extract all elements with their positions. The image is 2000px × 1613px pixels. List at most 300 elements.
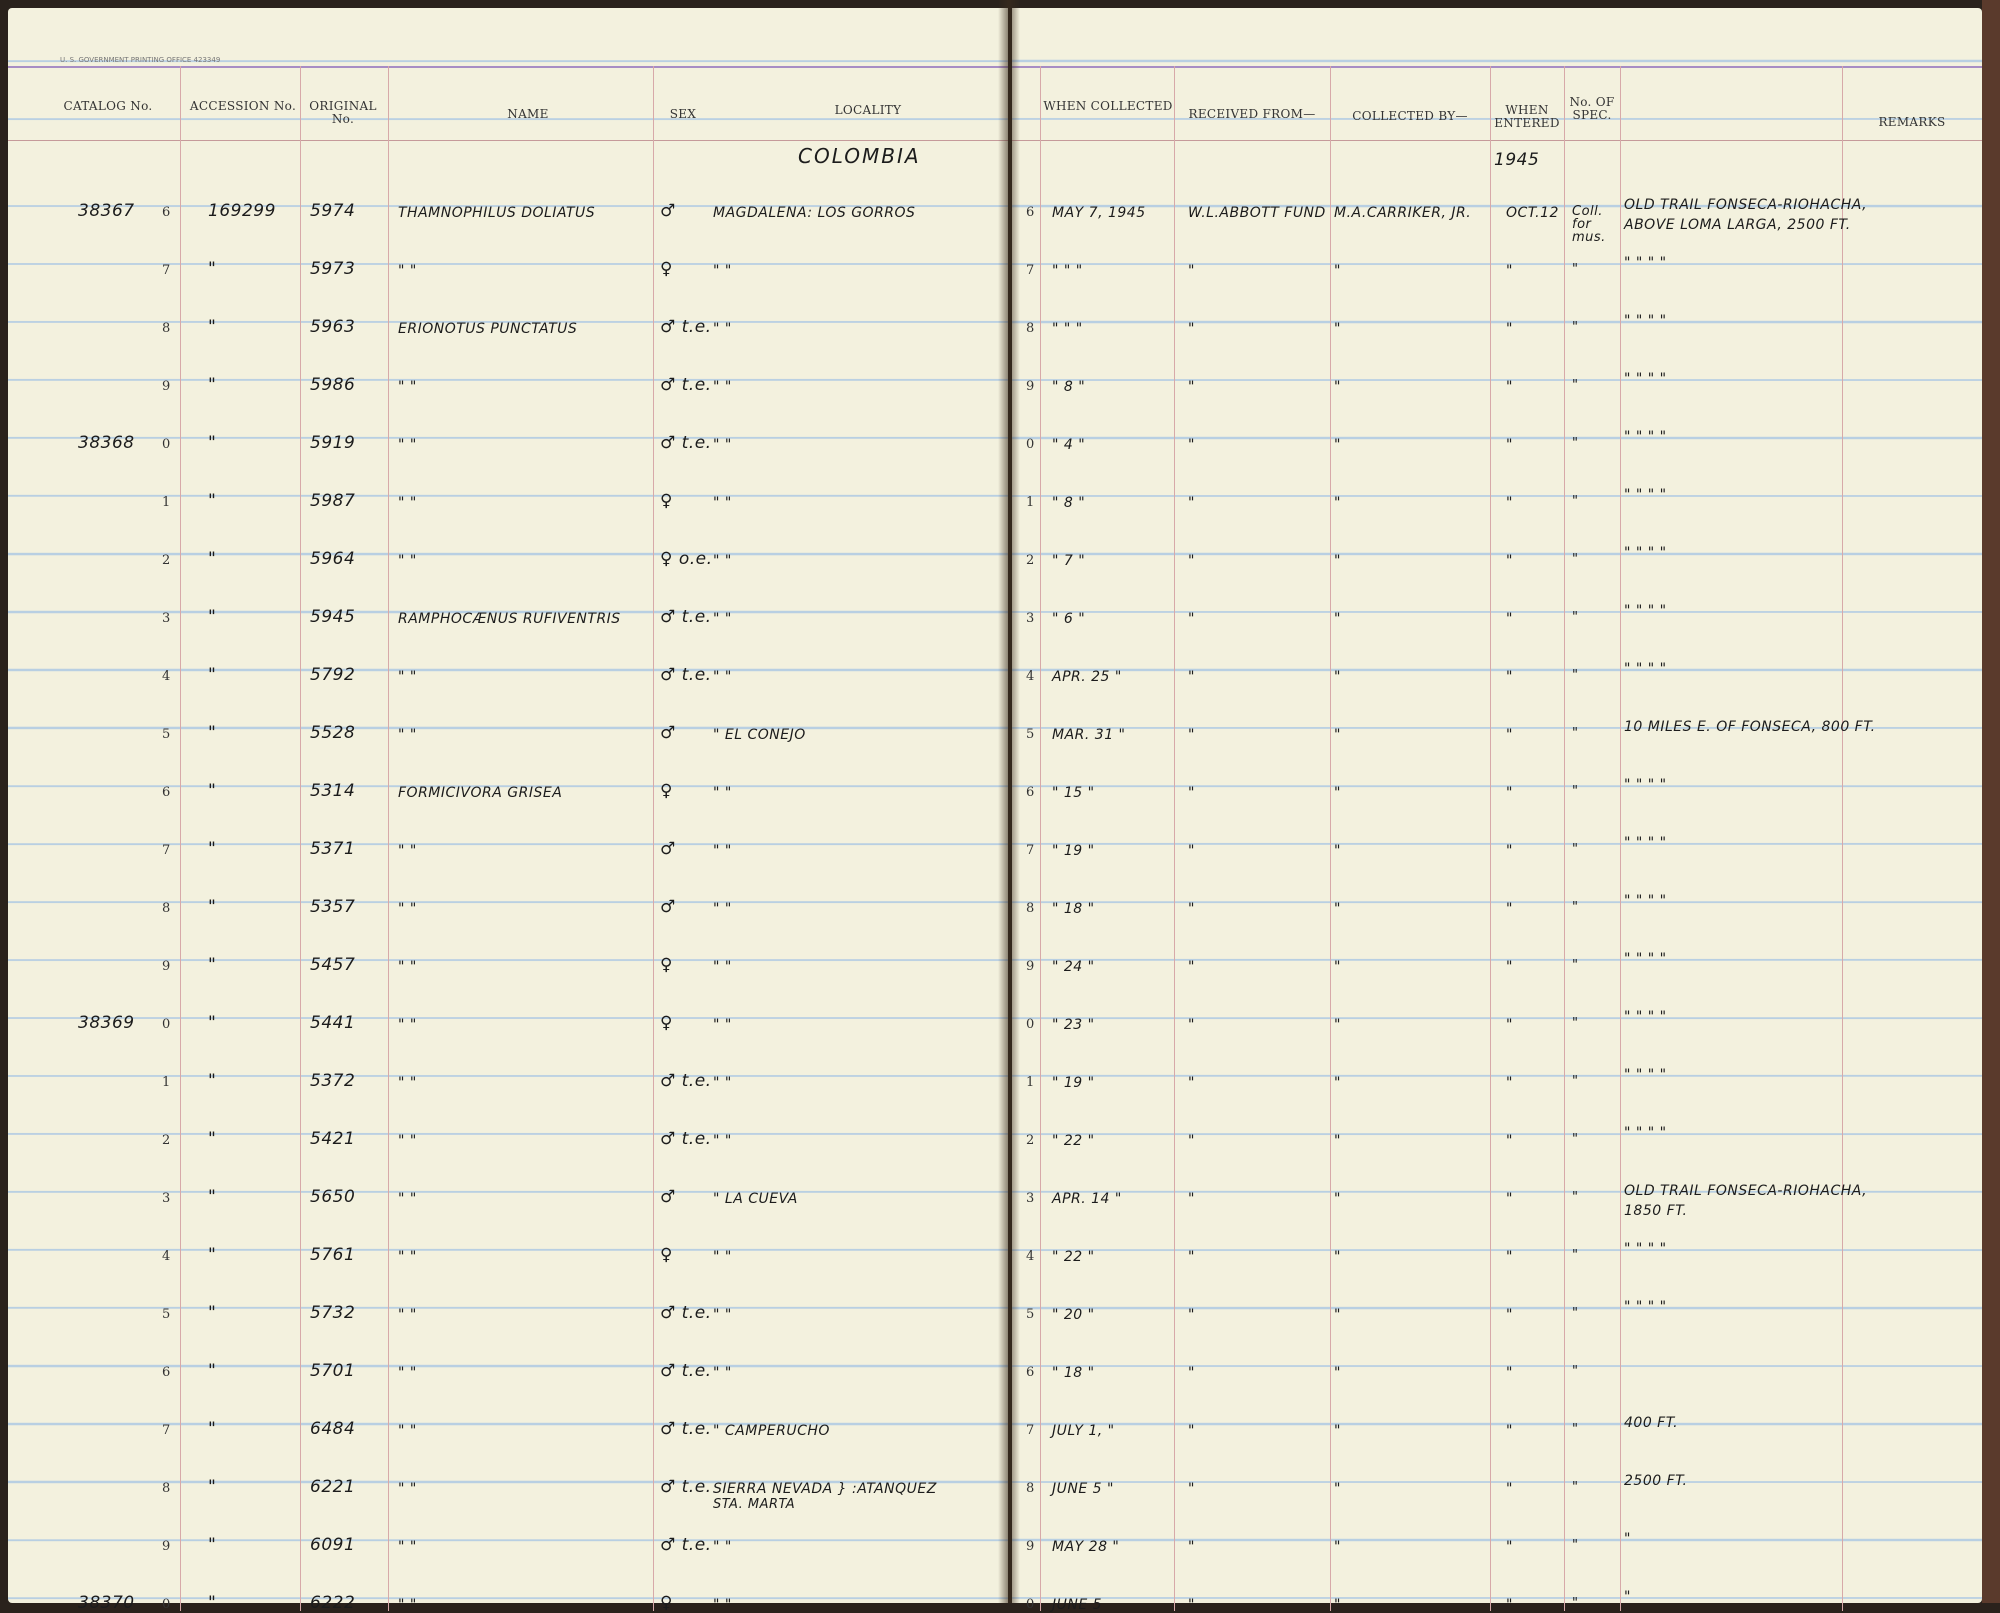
locality: " " [713, 1539, 732, 1555]
locality: " " [713, 843, 732, 859]
column-rule [1330, 66, 1331, 1611]
locality: " " [713, 321, 732, 337]
when-entered: " [1506, 959, 1513, 975]
no-of-spec: " [1572, 552, 1579, 567]
species-name: " " [398, 727, 417, 743]
header-sex: SEX [669, 107, 697, 121]
when-collected: " 22 " [1052, 1133, 1095, 1149]
row-number: 0 [162, 437, 171, 452]
remarks: 400 FT. [1624, 1415, 1679, 1431]
original-no: 5732 [310, 1303, 356, 1323]
row-number: 4 [1026, 1249, 1035, 1264]
original-no: 5314 [310, 781, 356, 801]
original-no: 5441 [310, 1013, 356, 1033]
received-from: " [1188, 1307, 1195, 1323]
received-from: " [1188, 437, 1195, 453]
when-entered: " [1506, 1133, 1513, 1149]
remarks: " " " " [1624, 835, 1667, 851]
printer-mark: U. S. GOVERNMENT PRINTING OFFICE 423349 [60, 56, 221, 64]
sex: ♂ t.e. [660, 1129, 712, 1149]
row-number: 7 [1026, 1423, 1035, 1438]
locality: " LA CUEVA [713, 1191, 798, 1207]
remarks: " " " " [1624, 255, 1667, 271]
original-no: 5528 [310, 723, 356, 743]
locality: " " [713, 495, 732, 511]
remarks: " " " " [1624, 1067, 1667, 1083]
when-collected: " 23 " [1052, 1017, 1095, 1033]
row-number: 2 [1026, 1133, 1035, 1148]
original-no: 5357 [310, 897, 356, 917]
row-number: 7 [1026, 843, 1035, 858]
when-entered: " [1506, 321, 1513, 337]
when-collected: " 15 " [1052, 785, 1095, 801]
right-page [1012, 8, 1982, 1613]
row-number: 3 [162, 1191, 171, 1206]
row-number: 6 [1026, 205, 1035, 220]
remarks: " " " " [1624, 487, 1667, 503]
collected-by: " [1334, 553, 1341, 569]
row-number: 8 [162, 1481, 171, 1496]
accession-no: " [208, 1129, 217, 1149]
collected-by: " [1334, 959, 1341, 975]
accession-no: " [208, 1361, 217, 1381]
row-number: 6 [1026, 1365, 1035, 1380]
sex: ♂ t.e. [660, 1419, 712, 1439]
species-name: " " [398, 1597, 417, 1613]
no-of-spec: " [1572, 1596, 1579, 1611]
species-name: " " [398, 1249, 417, 1265]
locality: " " [713, 785, 732, 801]
accession-no: 169299 [208, 201, 276, 221]
no-of-spec: " [1572, 436, 1579, 451]
remarks: " " " " [1624, 777, 1667, 793]
when-collected: JUNE 5 " [1052, 1481, 1114, 1497]
when-entered: " [1506, 495, 1513, 511]
accession-no: " [208, 549, 217, 569]
collected-by: " [1334, 1539, 1341, 1555]
received-from: W.L.ABBOTT FUND [1188, 205, 1326, 221]
when-collected: " 7 " [1052, 553, 1086, 569]
species-name: " " [398, 379, 417, 395]
row-number: 9 [1026, 379, 1035, 394]
collected-by: " [1334, 379, 1341, 395]
row-number: 1 [1026, 495, 1035, 510]
sex: ♀ [660, 955, 673, 975]
country-heading: COLOMBIA [798, 144, 921, 168]
received-from: " [1188, 1249, 1195, 1265]
remarks-line2: ABOVE LOMA LARGA, 2500 FT. [1624, 217, 1851, 233]
row-number: 6 [1026, 785, 1035, 800]
received-from: " [1188, 1423, 1195, 1439]
sex: ♂ t.e. [660, 665, 712, 685]
when-collected: JULY 1, " [1052, 1423, 1115, 1439]
species-name: " " [398, 1307, 417, 1323]
when-collected: " 18 " [1052, 1365, 1095, 1381]
row-number: 3 [1026, 1191, 1035, 1206]
accession-no: " [208, 433, 217, 453]
remarks: 10 MILES E. OF FONSECA, 800 FT. [1624, 719, 1876, 735]
when-entered: " [1506, 1365, 1513, 1381]
when-collected: " 4 " [1052, 437, 1086, 453]
remarks: " " " " [1624, 1009, 1667, 1025]
header-collected-by: COLLECTED BY— [1352, 109, 1468, 123]
no-of-spec: " [1572, 262, 1579, 277]
row-number: 9 [1026, 1539, 1035, 1554]
when-collected: " " " [1052, 321, 1083, 337]
when-entered: " [1506, 379, 1513, 395]
no-of-spec: " [1572, 958, 1579, 973]
when-collected: MAY 28 " [1052, 1539, 1120, 1555]
accession-no: " [208, 317, 217, 337]
when-collected: MAY 7, 1945 [1052, 205, 1146, 221]
book-cover-edge [1982, 0, 2000, 1603]
locality: " " [713, 553, 732, 569]
locality: " " [713, 959, 732, 975]
when-entered: " [1506, 1249, 1513, 1265]
accession-no: " [208, 839, 217, 859]
received-from: " [1188, 495, 1195, 511]
collected-by: " [1334, 321, 1341, 337]
sex: ♀ [660, 491, 673, 511]
column-rule [388, 66, 389, 1611]
row-number: 2 [1026, 553, 1035, 568]
no-of-spec: " [1572, 378, 1579, 393]
received-from: " [1188, 1191, 1195, 1207]
received-from: " [1188, 1481, 1195, 1497]
received-from: " [1188, 1017, 1195, 1033]
row-number: 3 [162, 611, 171, 626]
remarks: " " " " [1624, 1241, 1667, 1257]
no-of-spec: " [1572, 1364, 1579, 1379]
catalog-no: 38370 [78, 1593, 135, 1613]
column-rule [653, 66, 654, 1611]
when-entered: " [1506, 1539, 1513, 1555]
row-number: 6 [162, 785, 171, 800]
row-number: 0 [1026, 1597, 1035, 1612]
header-rule-bottom [1012, 140, 1982, 141]
remarks-line2: 1850 FT. [1624, 1203, 1688, 1219]
when-entered: " [1506, 1307, 1513, 1323]
remarks: " " " " [1624, 951, 1667, 967]
remarks: " [1624, 1531, 1631, 1547]
when-collected: APR. 14 " [1052, 1191, 1122, 1207]
species-name: " " [398, 553, 417, 569]
locality: " " [713, 437, 732, 453]
sex: ♂ t.e. [660, 375, 712, 395]
when-entered: " [1506, 611, 1513, 627]
row-number: 5 [162, 727, 171, 742]
collected-by: " [1334, 263, 1341, 279]
accession-no: " [208, 1477, 217, 1497]
original-no: 5371 [310, 839, 356, 859]
original-no: 5986 [310, 375, 356, 395]
when-collected: MAR. 31 " [1052, 727, 1126, 743]
no-of-spec: " [1572, 668, 1579, 683]
row-number: 0 [162, 1597, 171, 1612]
when-entered: " [1506, 669, 1513, 685]
remarks: " " " " [1624, 429, 1667, 445]
collected-by: " [1334, 437, 1341, 453]
original-no: 5761 [310, 1245, 356, 1265]
received-from: " [1188, 901, 1195, 917]
species-name: FORMICIVORA GRISEA [398, 785, 563, 801]
locality: " " [713, 379, 732, 395]
collected-by: " [1334, 611, 1341, 627]
row-number: 6 [162, 205, 171, 220]
species-name: ERIONOTUS PUNCTATUS [398, 321, 578, 337]
species-name: " " [398, 1191, 417, 1207]
header-when-collected: WHEN COLLECTED [1043, 99, 1173, 113]
column-rule [300, 66, 301, 1611]
accession-no: " [208, 897, 217, 917]
remarks: " " " " [1624, 1125, 1667, 1141]
accession-no: " [208, 375, 217, 395]
locality: " " [713, 1597, 732, 1613]
when-collected: JUNE 5 [1052, 1597, 1103, 1613]
when-collected: " 19 " [1052, 1075, 1095, 1091]
species-name: " " [398, 495, 417, 511]
row-number: 4 [1026, 669, 1035, 684]
header-rule-top [8, 66, 1008, 68]
when-collected: " 18 " [1052, 901, 1095, 917]
sex: ♂ t.e. [660, 317, 712, 337]
row-number: 0 [1026, 437, 1035, 452]
when-collected: " 20 " [1052, 1307, 1095, 1323]
header-no-of-spec: No. OF SPEC. [1569, 95, 1615, 122]
when-entered: " [1506, 727, 1513, 743]
no-of-spec: " [1572, 842, 1579, 857]
no-of-spec: " [1572, 1480, 1579, 1495]
locality: " " [713, 1307, 732, 1323]
row-number: 7 [1026, 263, 1035, 278]
catalog-no: 38367 [78, 201, 135, 221]
when-entered: " [1506, 1191, 1513, 1207]
when-collected: " 6 " [1052, 611, 1086, 627]
header-locality: LOCALITY [834, 103, 902, 117]
row-number: 5 [1026, 727, 1035, 742]
species-name: " " [398, 1539, 417, 1555]
sex: ♂ [660, 839, 676, 859]
sex: ♂ [660, 723, 676, 743]
no-of-spec: " [1572, 1190, 1579, 1205]
no-of-spec: " [1572, 726, 1579, 741]
sex: ♂ [660, 1187, 676, 1207]
when-collected: " " " [1052, 263, 1083, 279]
row-number: 7 [162, 1423, 171, 1438]
collected-by: " [1334, 1249, 1341, 1265]
received-from: " [1188, 669, 1195, 685]
received-from: " [1188, 1133, 1195, 1149]
no-of-spec: " [1572, 1306, 1579, 1321]
received-from: " [1188, 321, 1195, 337]
sex: ♂ [660, 201, 676, 221]
when-entered: " [1506, 553, 1513, 569]
collected-by: " [1334, 785, 1341, 801]
locality: " " [713, 1133, 732, 1149]
received-from: " [1188, 553, 1195, 569]
sex: ♂ t.e. [660, 1361, 712, 1381]
row-number: 8 [1026, 901, 1035, 916]
row-number: 7 [162, 843, 171, 858]
accession-no: " [208, 1419, 217, 1439]
row-number: 1 [162, 1075, 171, 1090]
original-no: 6221 [310, 1477, 356, 1497]
accession-no: " [208, 1245, 217, 1265]
remarks: " " " " [1624, 545, 1667, 561]
row-number: 0 [1026, 1017, 1035, 1032]
sex: ♀ [660, 1593, 673, 1613]
no-of-spec: " [1572, 320, 1579, 335]
column-rule [1842, 66, 1843, 1611]
received-from: " [1188, 727, 1195, 743]
locality: " CAMPERUCHO [713, 1423, 830, 1439]
left-page [8, 8, 1008, 1613]
accession-no: " [208, 1071, 217, 1091]
accession-no: " [208, 1303, 217, 1323]
locality: " " [713, 1249, 732, 1265]
received-from: " [1188, 1365, 1195, 1381]
column-rule [1490, 66, 1491, 1611]
species-name: THAMNOPHILUS DOLIATUS [398, 205, 596, 221]
locality-line2: STA. MARTA [713, 1497, 796, 1512]
remarks: " " " " [1624, 893, 1667, 909]
sex: ♂ [660, 897, 676, 917]
collected-by: " [1334, 1075, 1341, 1091]
row-number: 9 [1026, 959, 1035, 974]
sex: ♂ t.e. [660, 1071, 712, 1091]
locality: " " [713, 611, 732, 627]
species-name: " " [398, 843, 417, 859]
received-from: " [1188, 379, 1195, 395]
row-number: 8 [1026, 321, 1035, 336]
locality: " " [713, 263, 732, 279]
received-from: " [1188, 843, 1195, 859]
when-entered: " [1506, 1075, 1513, 1091]
species-name: " " [398, 1133, 417, 1149]
accession-no: " [208, 781, 217, 801]
row-number: 2 [162, 553, 171, 568]
accession-no: " [208, 1187, 217, 1207]
header-when-entered: WHEN ENTERED [1494, 103, 1560, 130]
collected-by: " [1334, 901, 1341, 917]
no-of-spec: " [1572, 900, 1579, 915]
received-from: " [1188, 263, 1195, 279]
sex: ♀ [660, 259, 673, 279]
collected-by: " [1334, 669, 1341, 685]
row-number: 5 [1026, 1307, 1035, 1322]
accession-no: " [208, 955, 217, 975]
row-number: 8 [162, 901, 171, 916]
received-from: " [1188, 959, 1195, 975]
row-number: 9 [162, 1539, 171, 1554]
no-of-spec: " [1572, 784, 1579, 799]
when-entered: " [1506, 785, 1513, 801]
header-received-from: RECEIVED FROM— [1188, 107, 1316, 121]
when-collected: " 19 " [1052, 843, 1095, 859]
remarks: 2500 FT. [1624, 1473, 1688, 1489]
year-entered: 1945 [1494, 150, 1540, 170]
accession-no: " [208, 1013, 217, 1033]
when-entered: " [1506, 1017, 1513, 1033]
header-rule-bottom [8, 140, 1008, 141]
collected-by: " [1334, 1365, 1341, 1381]
remarks: " " " " [1624, 603, 1667, 619]
sex: ♂ t.e. [660, 433, 712, 453]
sex: ♂ t.e. [660, 607, 712, 627]
row-number: 9 [162, 379, 171, 394]
remarks: OLD TRAIL FONSECA-RIOHACHA, [1624, 1183, 1868, 1199]
collected-by: " [1334, 1133, 1341, 1149]
species-name: " " [398, 1423, 417, 1439]
accession-no: " [208, 491, 217, 511]
catalog-no: 38369 [78, 1013, 135, 1033]
original-no: 5987 [310, 491, 356, 511]
sex: ♂ t.e. [660, 1535, 712, 1555]
sex: ♂ t.e. [660, 1477, 712, 1497]
collected-by: " [1334, 1191, 1341, 1207]
row-number: 1 [162, 495, 171, 510]
species-name: " " [398, 263, 417, 279]
when-collected: APR. 25 " [1052, 669, 1122, 685]
row-number: 5 [162, 1307, 171, 1322]
sex: ♂ t.e. [660, 1303, 712, 1323]
sex: ♀ [660, 1245, 673, 1265]
accession-no: " [208, 723, 217, 743]
remarks: " " " " [1624, 371, 1667, 387]
received-from: " [1188, 1075, 1195, 1091]
received-from: " [1188, 785, 1195, 801]
row-number: 8 [1026, 1481, 1035, 1496]
original-no: 5792 [310, 665, 356, 685]
no-of-spec: " [1572, 1422, 1579, 1437]
original-no: 5919 [310, 433, 356, 453]
species-name: " " [398, 901, 417, 917]
when-entered: OCT.12 [1506, 205, 1559, 221]
species-name: " " [398, 1481, 417, 1497]
column-rule [1174, 66, 1175, 1611]
sex: ♀ o.e. [660, 549, 713, 569]
no-of-spec: Coll. for mus. [1572, 204, 1606, 245]
locality: MAGDALENA: LOS GORROS [713, 205, 916, 221]
row-number: 1 [1026, 1075, 1035, 1090]
original-no: 5973 [310, 259, 356, 279]
original-no: 5421 [310, 1129, 356, 1149]
locality: SIERRA NEVADA } :ATANQUEZ [713, 1481, 937, 1497]
received-from: " [1188, 611, 1195, 627]
original-no: 6484 [310, 1419, 356, 1439]
collected-by: " [1334, 1597, 1341, 1613]
accession-no: " [208, 607, 217, 627]
original-no: 5963 [310, 317, 356, 337]
collected-by: " [1334, 1307, 1341, 1323]
header-accession-no: ACCESSION No. [189, 99, 297, 113]
species-name: " " [398, 437, 417, 453]
species-name: " " [398, 1075, 417, 1091]
accession-no: " [208, 1593, 217, 1613]
sex: ♀ [660, 781, 673, 801]
locality: " " [713, 901, 732, 917]
row-number: 7 [162, 263, 171, 278]
no-of-spec: " [1572, 1132, 1579, 1147]
row-number: 6 [162, 1365, 171, 1380]
species-name: " " [398, 959, 417, 975]
locality: " " [713, 1017, 732, 1033]
accession-no: " [208, 1535, 217, 1555]
when-entered: " [1506, 1597, 1513, 1613]
remarks: " [1624, 1589, 1631, 1605]
when-entered: " [1506, 901, 1513, 917]
when-collected: " 8 " [1052, 379, 1086, 395]
